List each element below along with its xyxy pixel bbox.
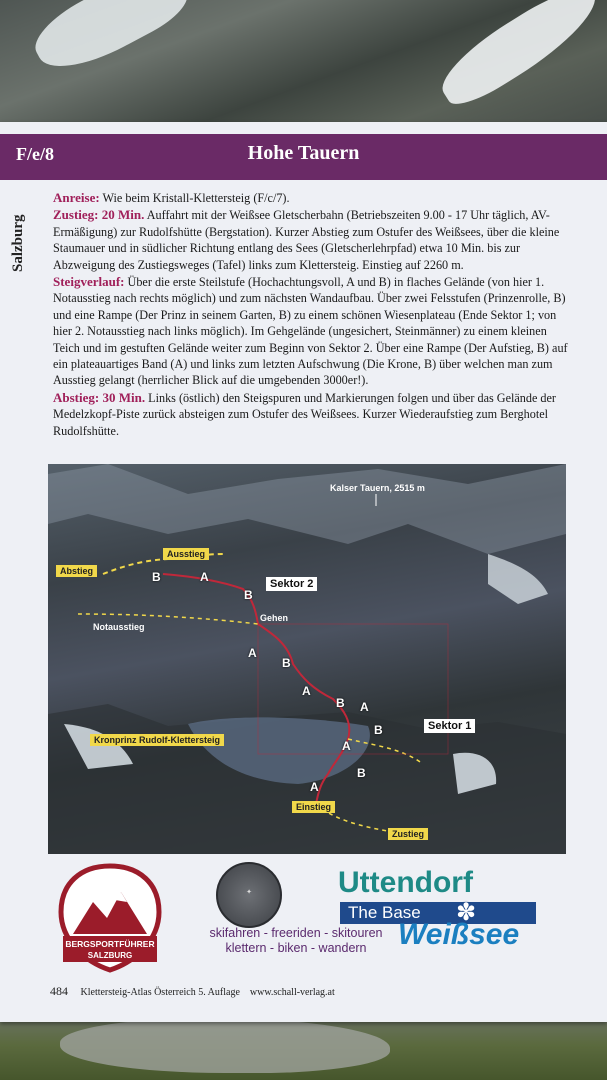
abstieg-label: Abstieg: [56, 565, 97, 577]
route-topo-photo: [48, 464, 566, 854]
page-number: 484: [50, 984, 68, 998]
grade-b-marker: B: [357, 766, 366, 780]
grade-a-marker: A: [360, 700, 369, 714]
region-sidebar: [10, 192, 40, 282]
zustieg-text: Auffahrt mit der Weißsee Gletscherbahn (Betriebszeiten 9.00 - 17 Uhr täglich, AV-Ermäßigung) zur Rudolfshütte (Bergstation). Kurzer Abstieg zum Ostufer des Weißsees, über die kleine Staumauer und in südlicher Richtung entlang des Sees (Gletscherlehrpfad) etwa 10 Min. bis zur Abzweigung des Zustiegsweges (Tafel) links zum Klettersteig. Einstieg auf 2260 m.: [53, 208, 560, 272]
einstieg-label: Einstieg: [292, 801, 335, 813]
grade-a-marker: A: [200, 570, 209, 584]
book-title: Klettersteig-Atlas Österreich 5. Auflage: [80, 987, 240, 998]
anreise-label: Anreise:: [53, 190, 100, 205]
board-title: Hohe Tauern: [247, 142, 360, 164]
bsf-text-bottom: SALZBURG: [87, 951, 133, 960]
ausstieg-label: Ausstieg: [163, 548, 209, 560]
sektor2-label: Sektor 2: [266, 577, 317, 591]
info-board: [0, 122, 607, 1022]
notausstieg-label: Notausstieg: [93, 622, 145, 632]
route-lines: [48, 464, 566, 854]
steigverlauf-text: Über die erste Steilstufe (Hochachtungsvoll, A und B) in flaches Gelände (von hier 1. Notausstieg nach rechts möglich) und zum nächsten Wandaufbau. Über zwei Felsstufen (Prinzenrolle, B) und eine Rampe (Der Prinz in seinem Garten, B) zu einem schönen Wiesenplateau (Ende Sektor 1; von hier 2. Notausstieg nach links möglich). Im Gehgelände (ungesichert, Steinmänner) zu einem kleinen Teich und im gestuften Gelände weiter zum Beginn von Sektor 2. Über eine Rampe (Der Aufstieg, B) auf ein plateauartiges Band (A) und links zum letzten Aufschwung (Die Krone, B) über welchen man zum Ausstieg gelangt (herrlicher Blick auf die umgebenden 3000er!).: [53, 275, 568, 388]
grade-a-marker: A: [310, 780, 319, 794]
association-seal: ✦: [216, 862, 282, 928]
zustieg-paragraph: [53, 207, 569, 273]
abstieg-text: Links (östlich) den Steigspuren und Markierungen folgen und über das Gelände der Medelzkopf-Piste zurück absteigen zum Ostufer des Weißsees. Kurzer Wiederaufstieg zum Berghotel Rudolfshütte.: [53, 390, 556, 438]
grade-b-marker: B: [374, 723, 383, 737]
grade-b-marker: B: [244, 588, 253, 602]
grade-a-marker: A: [248, 646, 257, 660]
steigverlauf-paragraph: [53, 274, 569, 389]
zustieg-label: Zustieg: 20 Min.: [53, 207, 145, 223]
sponsor-logos: [0, 862, 607, 982]
abstieg-paragraph: [53, 390, 569, 439]
kronprinz-label: Kronprinz Rudolf-Klettersteig: [90, 734, 224, 746]
bsf-text-top: BERGSPORTFÜHRER: [65, 939, 155, 949]
region-label: Salzburg: [10, 214, 26, 272]
grade-a-marker: A: [342, 739, 351, 753]
grade-a-marker: A: [302, 684, 311, 698]
mountain-background: [0, 0, 607, 135]
slogan-line-1: skifahren - freeriden - skitouren: [209, 926, 383, 940]
route-code: F/e/8: [16, 144, 54, 164]
route-description: [53, 190, 569, 440]
grade-b-marker: B: [152, 570, 161, 584]
grade-b-marker: B: [336, 696, 345, 710]
sektor1-label: Sektor 1: [424, 719, 475, 733]
grade-b-marker: B: [282, 656, 291, 670]
anreise-paragraph: [53, 190, 569, 206]
peak-label: Kalser Tauern, 2515 m: [330, 483, 425, 493]
board-header: [0, 134, 607, 180]
uttendorf-logo: [338, 862, 548, 972]
gehen-label: Gehen: [260, 613, 289, 623]
brand-lake: Weißsee: [398, 918, 520, 951]
slogan-line-2: klettern - biken - wandern: [225, 941, 367, 955]
page-footer: [50, 984, 335, 999]
zustieg-label: Zustieg: [388, 828, 428, 840]
anreise-text: Wie beim Kristall-Klettersteig (F/c/7).: [102, 191, 290, 205]
publisher-url: www.schall-verlag.at: [249, 987, 335, 998]
brand-base: The Base: [340, 902, 536, 924]
brand-name: Uttendorf: [338, 866, 473, 899]
snow-patch: [25, 0, 194, 84]
snow-patch: [430, 0, 607, 114]
abstieg-label: Abstieg: 30 Min.: [53, 389, 146, 405]
bergsportfuehrer-logo: [55, 862, 165, 974]
edelweiss-icon: ✽: [456, 899, 477, 926]
steigverlauf-label: Steigverlauf:: [53, 274, 125, 290]
